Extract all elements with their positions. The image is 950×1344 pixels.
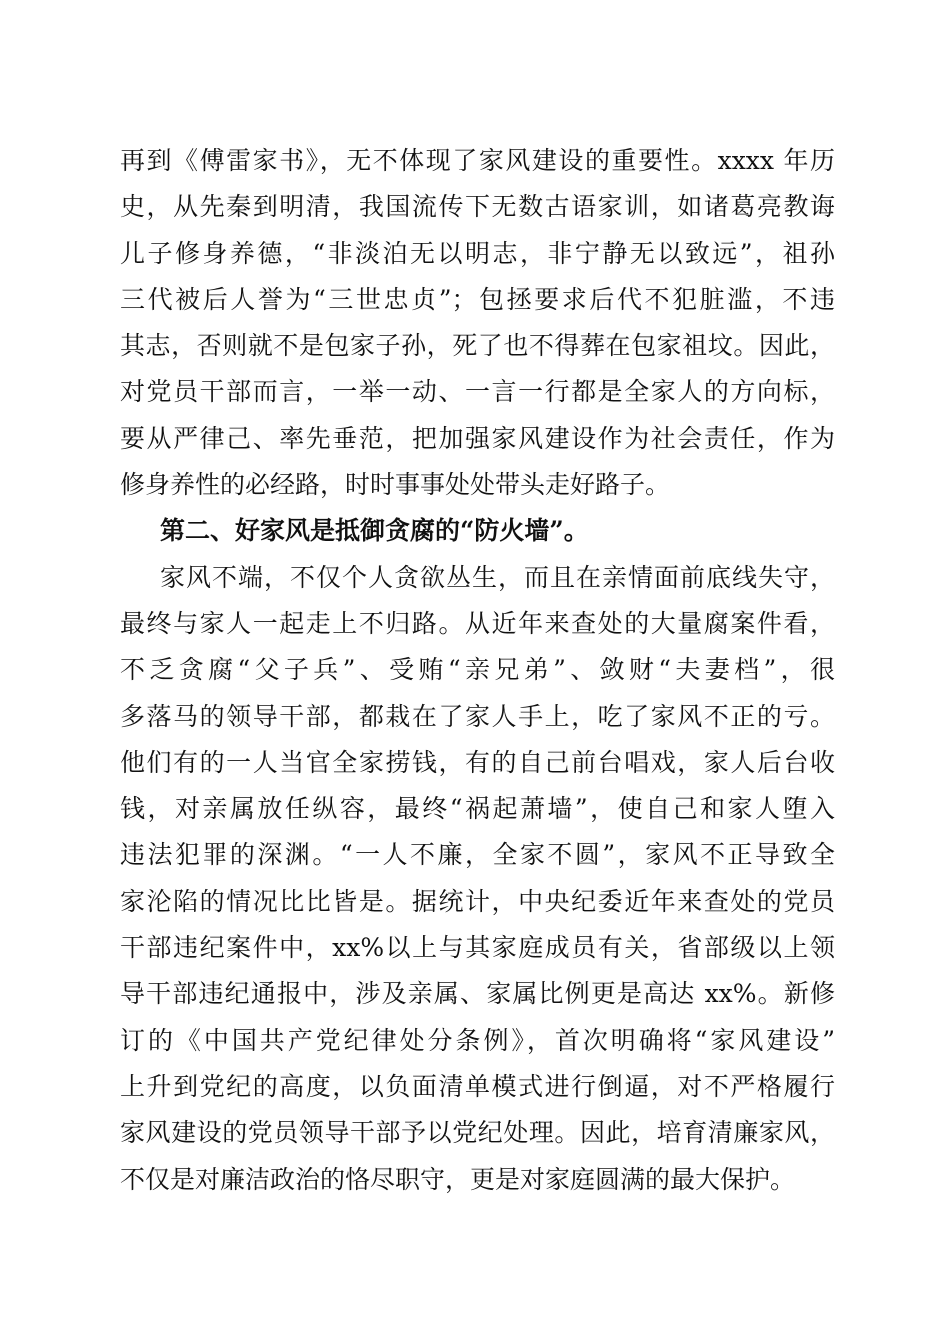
document-body (120, 138, 835, 1203)
text-line: 上升到党纪的高度，以负面清单模式进行倒逼，对不严格履行 (120, 1071, 835, 1101)
text-line: 钱，对亲属放任纵容，最终“祸起萧墙”，使自己和家人堕入 (120, 794, 835, 824)
text-line: 最终与家人一起走上不归路。从近年来查处的大量腐案件看， (120, 608, 835, 638)
text-line: 家风不端，不仅个人贪欲丛生，而且在亲情面前底线失守， (160, 562, 835, 592)
text-line: 史，从先秦到明清，我国流传下无数古语家训，如诸葛亮教诲 (120, 192, 835, 222)
text-line: 不仅是对廉洁政治的恪尽职守，更是对家庭圆满的最大保护。 (120, 1164, 796, 1194)
text-line: 修身养性的必经路，时时事事处处带头走好路子。 (120, 470, 671, 500)
section-heading: 第二、好家风是抵御贪腐的“防火墙”。 (160, 516, 589, 546)
text-line: 儿子修身养德，“非淡泊无以明志，非宁静无以致远”，祖孙 (120, 238, 835, 268)
text-line: 他们有的一人当官全家捞钱，有的自己前台唱戏，家人后台收 (120, 747, 835, 777)
paragraph-second (120, 555, 835, 1203)
text-line: 订的《中国共产党纪律处分条例》，首次明确将“家风建设” (120, 1025, 835, 1055)
text-line: 违法犯罪的深渊。“一人不廉，全家不圆”，家风不正导致全 (120, 840, 835, 870)
text-line: 导干部违纪通报中，涉及亲属、家属比例更是高达 xx%。新修 (120, 979, 835, 1009)
text-line: 其志，否则就不是包家子孙，死了也不得葬在包家祖坟。因此， (120, 331, 835, 361)
text-line: 多落马的领导干部，都栽在了家人手上，吃了家风不正的亏。 (120, 701, 835, 731)
text-line: 家沦陷的情况比比皆是。据统计，中央纪委近年来查处的党员 (120, 886, 835, 916)
text-line: 三代被后人誉为“三世忠贞”；包拯要求后代不犯脏滥，不违 (120, 284, 835, 314)
text-line: 不乏贪腐“父子兵”、受贿“亲兄弟”、敛财“夫妻档”，很 (120, 655, 835, 685)
paragraph-continued (120, 138, 835, 508)
text-line: 对党员干部而言，一举一动、一言一行都是全家人的方向标， (120, 377, 835, 407)
text-line: 再到《傅雷家书》，无不体现了家风建设的重要性。xxxx 年历 (120, 146, 835, 175)
text-line: 家风建设的党员领导干部予以党纪处理。因此，培育清廉家风， (120, 1118, 835, 1148)
text-line: 要从严律己、率先垂范，把加强家风建设作为社会责任，作为 (120, 423, 835, 453)
text-line: 干部违纪案件中，xx%以上与其家庭成员有关，省部级以上领 (120, 933, 835, 963)
